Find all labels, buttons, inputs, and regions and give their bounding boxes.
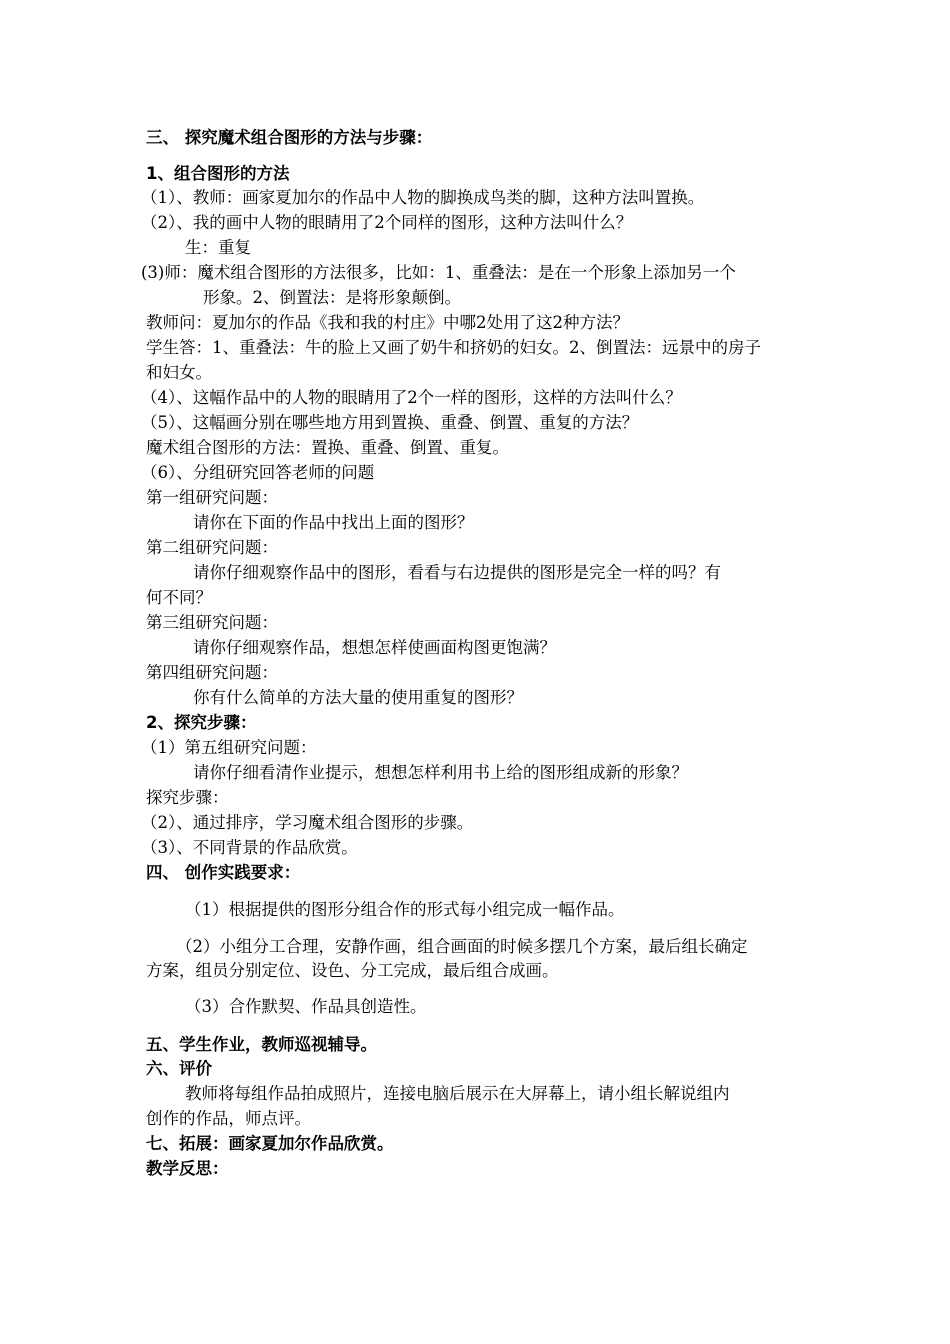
text-line: 学生答：1、重叠法：牛的脸上又画了奶牛和挤奶的妇女。2、倒置法：远景中的房子 [146,338,761,357]
text-line: 请你仔细观察作品中的图形，看看与右边提供的图形是完全一样的吗？有 [193,563,721,582]
text-line: （1）根据提供的图形分组合作的形式每小组完成一幅作品。 [185,900,625,919]
text-line: 魔术组合图形的方法：置换、重叠、倒置、重复。 [146,438,509,457]
text-line: （5）、这幅画分别在哪些地方用到置换、重叠、倒置、重复的方法？ [141,413,639,432]
text-line: （2）、我的画中人物的眼睛用了2个同样的图形，这种方法叫什么？ [141,213,633,232]
text-line: 方案，组员分别定位、设色、分工完成，最后组合成画。 [146,961,559,980]
text-line: 第四组研究问题： [146,663,278,682]
text-line: (3)师：魔术组合图形的方法很多，比如：1、重叠法：是在一个形象上添加另一个 [141,263,736,282]
text-line: （6）、分组研究回答老师的问题 [141,463,375,482]
subsection-heading-steps: 2、探究步骤： [146,713,257,732]
text-line: 教师将每组作品拍成照片，连接电脑后展示在大屏幕上，请小组长解说组内 [185,1084,730,1103]
text-line: 第三组研究问题： [146,613,278,632]
section-heading-4: 四、 创作实践要求： [146,863,301,882]
text-line: （4）、这幅作品中的人物的眼睛用了2个一样的图形，这样的方法叫什么？ [141,388,682,407]
text-line: （2）、通过排序，学习魔术组合图形的步骤。 [141,813,474,832]
text-line: （2）小组分工合理，安静作画，组合画面的时候多摆几个方案，最后组长确定 [176,937,748,956]
section-heading-3: 三、 探究魔术组合图形的方法与步骤： [146,128,433,147]
text-line: 第二组研究问题： [146,538,278,557]
text-line: （3）、不同背景的作品欣赏。 [141,838,358,857]
text-line: （3）合作默契、作品具创造性。 [185,997,427,1016]
section-heading-5: 五、学生作业，教师巡视辅导。 [146,1035,377,1054]
text-line: 创作的作品，师点评。 [146,1109,311,1128]
text-line: 和妇女。 [146,363,212,382]
text-line: 教师问：夏加尔的作品《我和我的村庄》中哪2处用了这2种方法？ [146,313,629,332]
text-line: 请你在下面的作品中找出上面的图形？ [193,513,474,532]
section-heading-7: 七、拓展：画家夏加尔作品欣赏。 [146,1134,394,1153]
text-line: （1）、教师：画家夏加尔的作品中人物的脚换成鸟类的脚，这种方法叫置换。 [141,188,705,207]
text-line: 生：重复 [185,238,251,257]
subsection-heading-methods: 1、组合图形的方法 [146,164,290,183]
section-heading-6: 六、评价 [146,1059,212,1078]
text-line: 你有什么简单的方法大量的使用重复的图形？ [193,688,523,707]
text-line: （1）第五组研究问题： [141,738,317,757]
text-line: 请你仔细观察作品，想想怎样使画面构图更饱满？ [193,638,556,657]
text-line: 第一组研究问题： [146,488,278,507]
reflection-heading: 教学反思： [146,1159,229,1178]
text-line: 请你仔细看清作业提示，想想怎样利用书上给的图形组成新的形象？ [193,763,688,782]
text-line: 形象。2、倒置法：是将形象颠倒。 [203,288,461,307]
text-line: 探究步骤： [146,788,229,807]
text-line: 何不同？ [146,588,212,607]
